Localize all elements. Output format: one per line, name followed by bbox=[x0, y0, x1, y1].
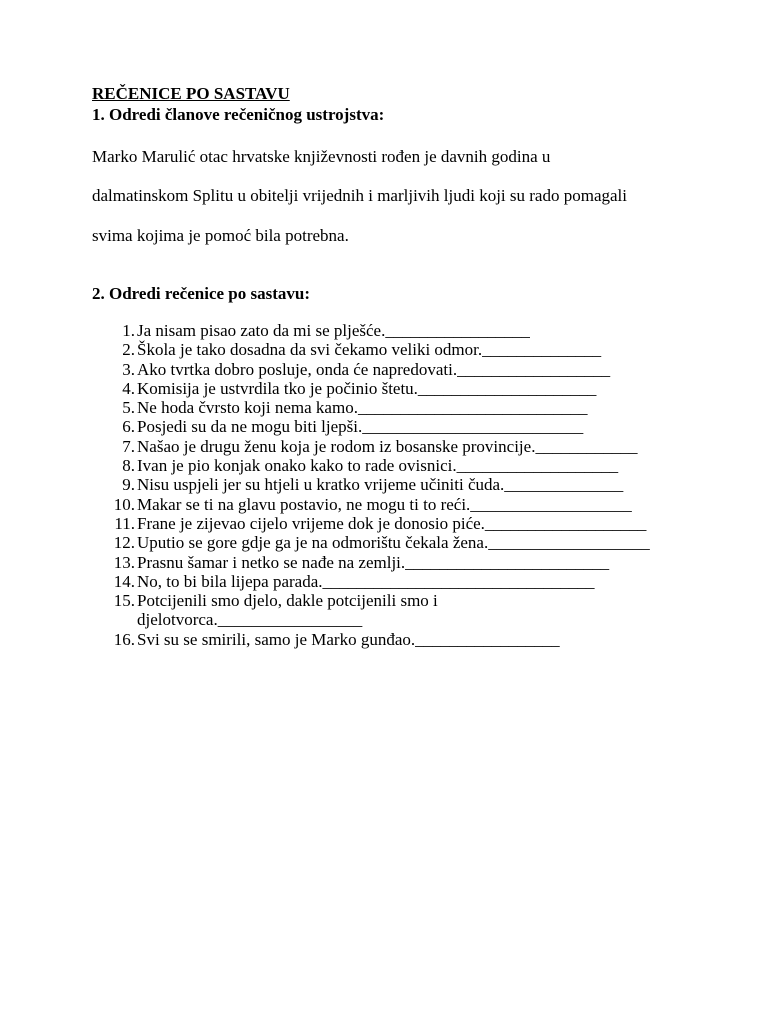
paragraph-line: svima kojima je pomoć bila potrebna. bbox=[92, 226, 349, 245]
sentence-text: Škola je tako dosadna da svi čekamo veliki odmor.______________ bbox=[137, 340, 602, 360]
sentence-item bbox=[0, 475, 768, 494]
sentence-item bbox=[0, 437, 768, 456]
sentence-text: Komisija je ustvrdila tko je počinio štetu._____________________ bbox=[137, 378, 597, 398]
sentence-item bbox=[0, 360, 768, 379]
sentence-text-continuation: djelotvorca._________________ bbox=[137, 610, 363, 630]
sentence-item bbox=[0, 398, 768, 417]
task-1-heading: 1. Odredi članove rečeničnog ustrojstva: bbox=[92, 105, 385, 124]
task-2-heading: 2. Odredi rečenice po sastavu: bbox=[92, 284, 310, 303]
sentence-number: 1. bbox=[122, 321, 135, 340]
sentence-number: 4. bbox=[122, 378, 135, 398]
sentence-item bbox=[0, 379, 768, 398]
sentence-number: 5. bbox=[122, 398, 135, 418]
sentence-text: Frane je zijevao cijelo vrijeme dok je donosio piće.___________________ bbox=[137, 513, 647, 533]
sentence-number: 10. bbox=[113, 494, 135, 514]
sentence-item bbox=[0, 340, 768, 359]
sentence-list bbox=[0, 321, 768, 649]
sentence-number: 2. bbox=[122, 340, 135, 360]
sentence-item bbox=[0, 456, 768, 475]
paragraph-line: dalmatinskom Splitu u obitelji vrijednih i marljivih ljudi koji su rado pomagali bbox=[92, 186, 627, 205]
sentence-item bbox=[0, 630, 768, 649]
sentence-text: No, to bi bila lijepa parada.________________________________ bbox=[137, 571, 595, 591]
sentence-number: 14. bbox=[113, 571, 135, 591]
sentence-item bbox=[0, 572, 768, 591]
sentence-text: Ja nisam pisao zato da mi se plješće._________________ bbox=[137, 321, 530, 340]
sentence-number: 9. bbox=[122, 475, 135, 495]
sentence-item bbox=[0, 417, 768, 436]
sentence-text: Ne hoda čvrsto koji nema kamo.___________________________ bbox=[137, 398, 588, 418]
sentence-text: Potcijenili smo djelo, dakle potcijenili smo i bbox=[137, 591, 438, 611]
sentence-item bbox=[0, 495, 768, 514]
sentence-text: Uputio se gore gdje ga je na odmorištu čekala žena.___________________ bbox=[137, 533, 650, 553]
sentence-text: Ivan je pio konjak onako kako to rade ovisnici.___________________ bbox=[137, 456, 619, 476]
sentence-number: 6. bbox=[122, 417, 135, 437]
sentence-text: Našao je drugu ženu koja je rodom iz bosanske provincije.____________ bbox=[137, 436, 638, 456]
sentence-number: 8. bbox=[122, 456, 135, 476]
sentence-item bbox=[0, 514, 768, 533]
sentence-number: 7. bbox=[122, 436, 135, 456]
sentence-item bbox=[0, 533, 768, 552]
document-title: REČENICE PO SASTAVU bbox=[92, 84, 290, 103]
sentence-text: Prasnu šamar i netko se nađe na zemlji.________________________ bbox=[137, 552, 610, 572]
sentence-item bbox=[0, 591, 768, 630]
paragraph-line: Marko Marulić otac hrvatske književnosti rođen je davnih godina u bbox=[92, 147, 551, 166]
sentence-text: Nisu uspjeli jer su htjeli u kratko vrijeme učiniti čuda.______________ bbox=[137, 475, 624, 495]
sentence-number: 3. bbox=[122, 359, 135, 379]
sentence-number: 16. bbox=[113, 629, 135, 649]
sentence-number: 12. bbox=[113, 533, 135, 553]
sentence-text: Posjedi su da ne mogu biti ljepši.__________________________ bbox=[137, 417, 584, 437]
sentence-number: 15. bbox=[113, 591, 135, 611]
sentence-number: 13. bbox=[113, 552, 135, 572]
sentence-text: Svi su se smirili, samo je Marko gunđao._________________ bbox=[137, 629, 560, 649]
sentence-item bbox=[0, 553, 768, 572]
sentence-text: Ako tvrtka dobro posluje, onda će napredovati.__________________ bbox=[137, 359, 611, 379]
sentence-number: 11. bbox=[114, 513, 135, 533]
sentence-item bbox=[0, 321, 768, 340]
sentence-text: Makar se ti na glavu postavio, ne mogu ti to reći.___________________ bbox=[137, 494, 632, 514]
